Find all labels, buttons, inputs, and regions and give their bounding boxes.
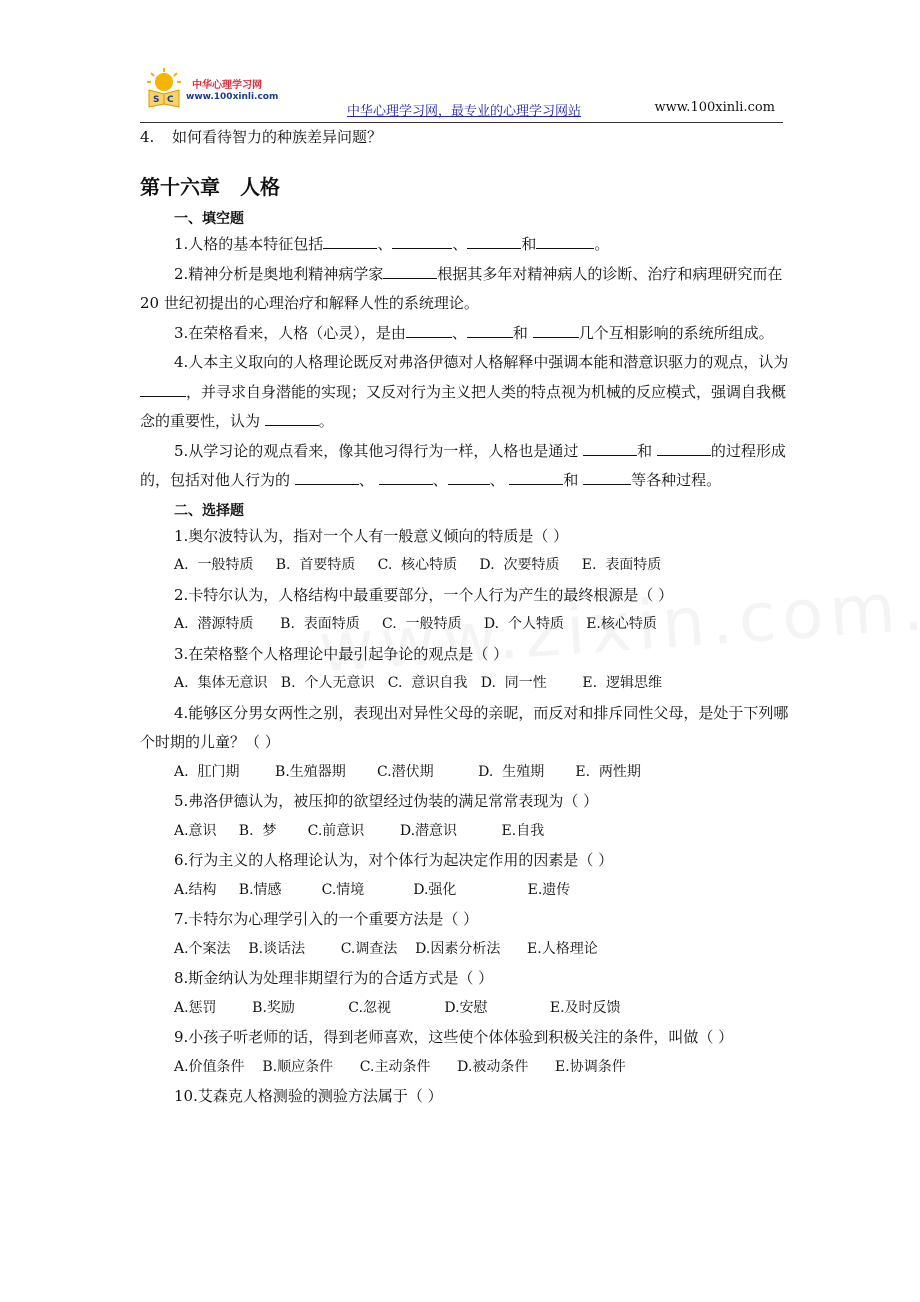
answer-blank xyxy=(583,468,631,485)
fill-question-2: 2.精神分析是奥地利精神病学家 根据其多年对精神病人的诊断、治疗和病理研究而在 20 世纪初提出的心理治疗和解释人性的系统理论。 xyxy=(140,260,790,319)
chapter-number: 第十六章 xyxy=(140,175,220,199)
chapter-title xyxy=(140,174,790,200)
previous-question xyxy=(140,126,790,148)
answer-blank xyxy=(140,380,186,397)
book-sc-logo-icon xyxy=(146,68,182,108)
choice-options: A.价值条件 B.顺应条件 C.主动条件 D.被动条件 E.协调条件 xyxy=(174,1058,626,1075)
logo-url: www.100xinli.com xyxy=(186,92,279,102)
choice-options: A. 肛门期 B.生殖器期 C.潜伏期 D. 生殖期 E. 两性期 xyxy=(174,763,641,780)
answer-blank xyxy=(509,468,563,485)
choice-options: A. 一般特质 B. 首要特质 C. 核心特质 D. 次要特质 E. 表面特质 xyxy=(174,557,662,573)
choice-question: 1.奥尔波特认为，指对一个人有一般意义倾向的特质是（ ） xyxy=(174,526,569,545)
answer-blank xyxy=(448,468,490,485)
question-number: 4. xyxy=(140,128,155,146)
choice-question: 10.艾森克人格测验的测验方法属于（ ） xyxy=(174,1087,443,1105)
choice-options: A.个案法 B.谈话法 C.调查法 D.因素分析法 E.人格理论 xyxy=(174,940,598,957)
page-header xyxy=(140,62,783,123)
choice-options: A. 潜源特质 B. 表面特质 C. 一般特质 D. 个人特质 E.核心特质 xyxy=(174,616,657,632)
document-body xyxy=(140,126,790,1112)
svg-text:C: C xyxy=(167,95,174,105)
answer-blank xyxy=(657,439,711,456)
answer-blank xyxy=(295,468,359,485)
answer-blank xyxy=(533,321,579,338)
choice-options: A.意识 B. 梦 C.前意识 D.潜意识 E.自我 xyxy=(174,822,545,839)
site-url: www.100xinli.com xyxy=(654,100,775,115)
svg-text:S: S xyxy=(153,95,160,105)
choice-question: 4.能够区分男女两性之别，表现出对异性父母的亲昵，而反对和排斥同性父母，是处于下列哪个时期的儿童？（ ） xyxy=(140,703,789,751)
fill-question-1: 1.人格的基本特征包括 、 、 和 。 xyxy=(140,230,790,260)
chapter-name: 人格 xyxy=(240,175,280,199)
answer-blank xyxy=(379,468,433,485)
logo-name: 中华心理学习网 xyxy=(192,80,262,91)
answer-blank xyxy=(265,409,319,426)
choice-options: A.结构 B.情感 C.情境 D.强化 E.遗传 xyxy=(174,881,571,898)
answer-blank xyxy=(583,439,637,456)
answer-blank xyxy=(323,232,377,249)
answer-blank xyxy=(467,232,521,249)
choice-question: 3.在荣格整个人格理论中最引起争论的观点是（ ） xyxy=(174,644,509,663)
choice-question: 9.小孩子听老师的话，得到老师喜欢，这些使个体体验到积极关注的条件，叫做（ ） xyxy=(174,1028,734,1046)
fill-question-4: 4.人本主义取向的人格理论既反对弗洛伊德对人格解释中强调本能和潜意识驱力的观点，认为 ，并寻求自身潜能的实现；又反对行为主义把人类的特点视为机械的反应模式，强调自我概念的重要性，认为 。 xyxy=(140,353,789,430)
choice-question: 5.弗洛伊德认为，被压抑的欲望经过伪装的满足常常表现为（ ） xyxy=(174,792,599,810)
fill-question-3: 3.在荣格看来，人格（心灵），是由 、 和 几个互相影响的系统所组成。 xyxy=(140,319,790,349)
choice-options: A.惩罚 B.奖励 C.忽视 D.安慰 E.及时反馈 xyxy=(174,999,621,1016)
choice-question: 7.卡特尔为心理学引入的一个重要方法是（ ） xyxy=(174,910,479,928)
answer-blank xyxy=(536,232,594,249)
answer-blank xyxy=(406,321,452,338)
answer-blank xyxy=(467,321,513,338)
choice-question: 6.行为主义的人格理论认为，对个体行为起决定作用的因素是（ ） xyxy=(174,851,614,869)
section-heading-fill: 一、填空题 xyxy=(174,211,244,227)
choice-options: A. 集体无意识 B. 个人无意识 C. 意识自我 D. 同一性 E. 逻辑思维 xyxy=(174,675,662,691)
choice-question: 2.卡特尔认为，人格结构中最重要部分，一个人行为产生的最终根源是（ ） xyxy=(174,585,674,604)
question-text: 如何看待智力的种族差异问题？ xyxy=(172,128,383,146)
answer-blank xyxy=(392,232,452,249)
choice-question-list xyxy=(140,522,790,1112)
fill-question-5: 5.从学习论的观点看来，像其他习得行为一样，人格也是通过 和 的过程形成的，包括对他人行为的 、 、 、 和 等各种过程。 xyxy=(140,437,790,496)
choice-question: 8.斯金纳认为处理非期望行为的合适方式是（ ） xyxy=(174,969,494,987)
answer-blank xyxy=(383,262,437,279)
site-slogan-link[interactable]: 中华心理学习网，最专业的心理学习网站 xyxy=(347,104,582,119)
section-heading-choice: 二、选择题 xyxy=(174,502,244,519)
